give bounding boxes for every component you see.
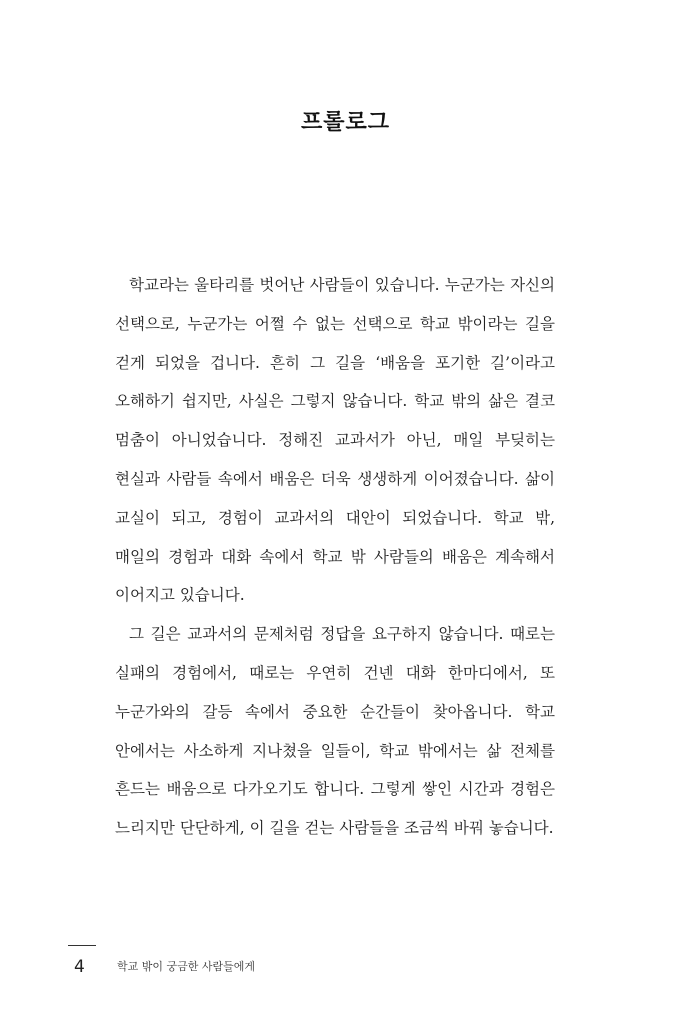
page-number: 4 <box>74 957 85 977</box>
body-text <box>115 266 555 848</box>
paragraph: 학교라는 울타리를 벗어난 사람들이 있습니다. 누군가는 자신의 선택으로, 누군가는 어쩔 수 없는 선택으로 학교 밖이라는 길을 걷게 되었을 겁니다. 흔히 그 길을 ‘배움을 포기한 길’이라고 오해하기 쉽지만, 사실은 그렇지 않습니다. 학교 밖의 삶은 결코 멈춤이 아니었습니다. 정해진 교과서가 아닌, 매일 부딪히는 현실과 사람들 속에서 배움은 더욱 생생하게 이어졌습니다. 삶이 교실이 되고, 경험이 교과서의 대안이 되었습니다. 학교 밖, 매일의 경험과 대화 속에서 학교 밖 사람들의 배움은 계속해서 이어지고 있습니다. <box>115 276 555 605</box>
paragraph: 그 길은 교과서의 문제처럼 정답을 요구하지 않습니다. 때로는 실패의 경험에서, 때로는 우연히 건넨 대화 한마디에서, 또 누군가와의 갈등 속에서 중요한 순간들이 찾아옵니다. 학교 안에서는 사소하게 지나쳤을 일들이, 학교 밖에서는 삶 전체를 흔드는 배움으로 다가오기도 합니다. 그렇게 쌓인 시간과 경험은 느리지만 단단하게, 이 길을 걷는 사람들을 조금씩 바꿔 놓습니다. <box>115 625 555 838</box>
running-title: 학교 밖이 궁금한 사람들에게 <box>117 960 256 973</box>
footer-rule <box>68 945 96 946</box>
chapter-title: 프롤로그 <box>300 110 390 135</box>
